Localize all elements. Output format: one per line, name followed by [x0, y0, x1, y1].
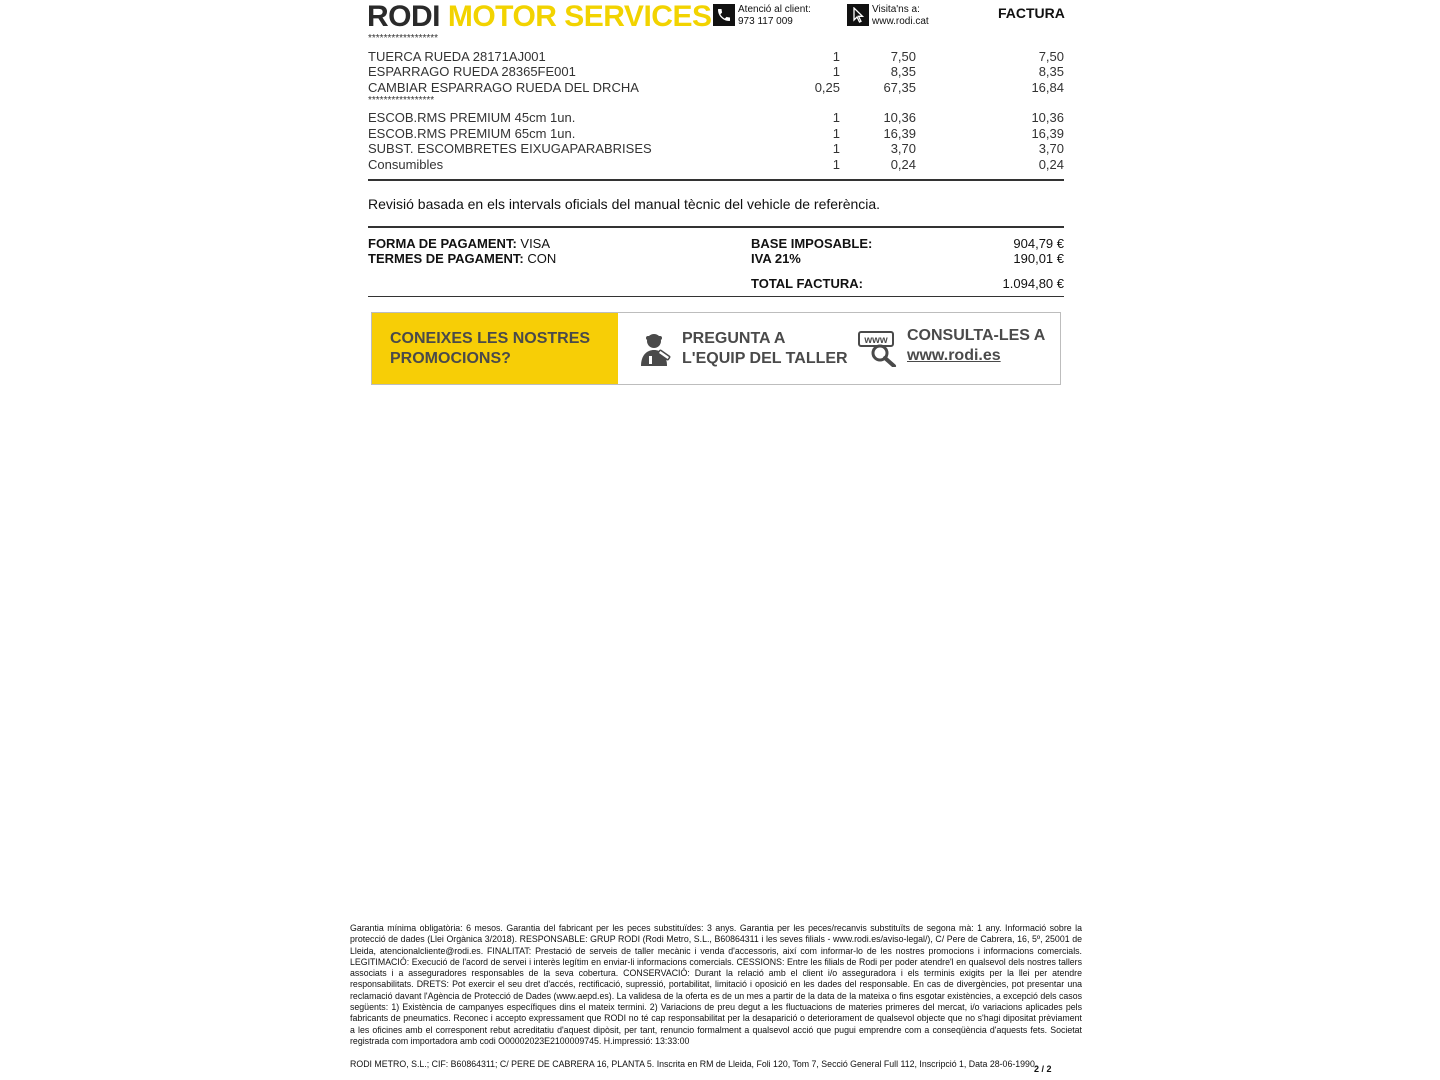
payment-terms-value: CON: [523, 251, 557, 266]
payment-method: [368, 236, 550, 251]
invoice-line: [368, 110, 1064, 125]
line-description: ESCOB.RMS PREMIUM 65cm 1un.: [368, 126, 576, 141]
payment-terms-label: TERMES DE PAGAMENT:: [368, 251, 524, 266]
phone-icon: [713, 4, 735, 26]
promo-line1: CONEIXES LES NOSTRES: [390, 330, 591, 347]
brand-name-motor-services: MOTOR SERVICES: [447, 0, 712, 33]
line-unit-price: 7,50: [890, 49, 916, 64]
brand-name-rodi: RODI: [367, 0, 440, 33]
page-number: 2 / 2: [1034, 1064, 1052, 1074]
customer-service-label: Atenció al client:: [738, 4, 811, 15]
line-total: 16,84: [1031, 80, 1064, 95]
promo-banner[interactable]: [371, 312, 1061, 385]
line-quantity: 1: [832, 110, 840, 125]
promo-line2: PROMOCIONS?: [390, 350, 511, 367]
total-label: TOTAL FACTURA:: [751, 276, 863, 291]
total-value: 1.094,80 €: [1002, 276, 1064, 291]
brand-logo: [367, 0, 711, 34]
base-value: 904,79 €: [1013, 236, 1064, 251]
promo-text: [390, 329, 590, 369]
line-total: 0,24: [1038, 157, 1064, 172]
payment-terms: [368, 251, 556, 266]
ask-line1: PREGUNTA A: [682, 330, 786, 347]
invoice-line: [368, 80, 1064, 95]
invoice-line: [368, 49, 1064, 64]
web-line1: CONSULTA-LES A: [907, 327, 1046, 344]
line-description: Consumibles: [368, 157, 444, 172]
iva-label: IVA 21%: [751, 251, 801, 266]
line-description: SUBST. ESCOMBRETES EIXUGAPARABRISES: [368, 141, 652, 156]
line-total: 3,70: [1038, 141, 1064, 156]
line-total: 16,39: [1031, 126, 1064, 141]
ask-text: [682, 329, 848, 369]
line-unit-price: 67,35: [883, 80, 916, 95]
website-block: [872, 4, 929, 28]
line-total: 8,35: [1038, 64, 1064, 79]
promo-panel: [372, 313, 618, 384]
cursor-icon: [847, 4, 869, 26]
line-description: ESCOB.RMS PREMIUM 45cm 1un.: [368, 110, 576, 125]
line-quantity: 1: [832, 64, 840, 79]
line-unit-price: 0,24: [890, 157, 916, 172]
document-title: FACTURA: [998, 5, 1065, 21]
iva-value: 190,01 €: [1013, 251, 1064, 266]
invoice-line: [368, 141, 1064, 156]
www-badge-text: www: [864, 335, 888, 346]
line-unit-price: 16,39: [883, 126, 916, 141]
divider: [368, 179, 1064, 181]
line-quantity: 0,25: [814, 80, 840, 95]
www-search-icon: [858, 331, 898, 372]
invoice-line: [368, 157, 1064, 172]
customer-service-phone: 973 117 009: [738, 16, 793, 27]
company-info: RODI METRO, S.L.; CIF: B60864311; C/ PERE DE CABRERA 16, PLANTA 5. Inscrita en RM de Lleida, Foli 120, Tom 7, Secció General Full 112, Inscripció 1, Data 28-06-1990.: [350, 1059, 1038, 1069]
payment-method-value: VISA: [516, 236, 551, 251]
line-quantity: 1: [832, 141, 840, 156]
line-unit-price: 3,70: [890, 141, 916, 156]
base-label: BASE IMPOSABLE:: [751, 236, 873, 251]
line-description: CAMBIAR ESPARRAGO RUEDA DEL DRCHA: [368, 80, 639, 95]
legal-text: Garantia mínima obligatòria: 6 mesos. Garantia del fabricant per les peces substituïdes: 3 anys. Garantia per les peces/recanvis substituïts de segona mà: 1 any. Informació sobre la protecció de dades (Llei Orgànica 3/2018). RESPONSABLE: GRUP RODI (Rodi Metro, S.L., B60864311 i les seves filials - www.rodi.es/aviso-legal/), C/ Pere de Cabrera, 16, 5º, 25001 de Lleida, atencionalcliente@rodi.es. FINALITAT: Prestació de serveis de taller mecànic i venda d'accessoris, així com informar-lo de les nostres promocions i informacions comercials. LEGITIMACIÓ: Execució de l'acord de servei i interès legítim en enviar-li informacions comercials. CESSIONS: Entre les filials de Rodi per poder atendre'l en qualsevol dels nostres tallers associats i a asseguradores responsables de la seva cobertura. CONSERVACIÓ: Durant la relació amb el client i/o asseguradora i els terminis exigits per la llei per atendre responsabilitats. DRETS: Pot exercir el seu dret d'accés, rectificació, supressió, portabilitat, limitació i oposició en les dades del responsable. En cas de divergències, pot presentar una reclamació davant l'Agència de Protecció de Dades (www.aepd.es). La validesa de la oferta es de un mes a partir de la data de la mateixa o fins esgotar existències, a excepció dels casos següents: 1) Existència de campanyes específiques dins el mateix termini. 2) Variacions de preu degut a les fluctuacions de materies primeres del mercat, i/o variacions aplicades pels fabricants de pneumatics. Reconec i accepto expressament que RODI no té cap responsabilitat per la desaparició o deteriorament de qualsevol objecte que no s'hagi dipositat prèviament a les oficines amb el corresponent rebut acreditatiu d'aquest dipòsit, per tant, renuncio formalment a qualsevol acció que pugui emprendre com a conseqüència d'aquests fets. Societat registrada com importadora amb codi O00002023E2100009745. H.impressió: 13:33:00: [350, 923, 1082, 1046]
website-url[interactable]: www.rodi.cat: [872, 16, 929, 27]
web-text: [907, 326, 1045, 366]
invoice-line: [368, 126, 1064, 141]
line-unit-price: 8,35: [890, 64, 916, 79]
divider: [368, 296, 1064, 297]
service-note: Revisió basada en els intervals oficials del manual tècnic del vehicle de referència.: [368, 196, 881, 212]
ask-line2: L'EQUIP DEL TALLER: [682, 350, 848, 367]
line-description: ESPARRAGO RUEDA 28365FE001: [368, 64, 576, 79]
web-link[interactable]: www.rodi.es: [907, 347, 1001, 364]
separator-stars: *****************: [368, 95, 435, 106]
payment-method-label: FORMA DE PAGAMENT:: [368, 236, 517, 251]
separator-stars: ******************: [368, 33, 439, 44]
line-total: 7,50: [1038, 49, 1064, 64]
mechanic-icon: [638, 331, 672, 372]
customer-service-block: [738, 4, 811, 28]
website-label: Visita'ns a:: [872, 4, 920, 15]
invoice-line: [368, 64, 1064, 79]
divider: [368, 226, 1064, 228]
line-unit-price: 10,36: [883, 110, 916, 125]
line-quantity: 1: [832, 126, 840, 141]
line-total: 10,36: [1031, 110, 1064, 125]
line-quantity: 1: [832, 157, 840, 172]
line-description: TUERCA RUEDA 28171AJ001: [368, 49, 546, 64]
line-quantity: 1: [832, 49, 840, 64]
